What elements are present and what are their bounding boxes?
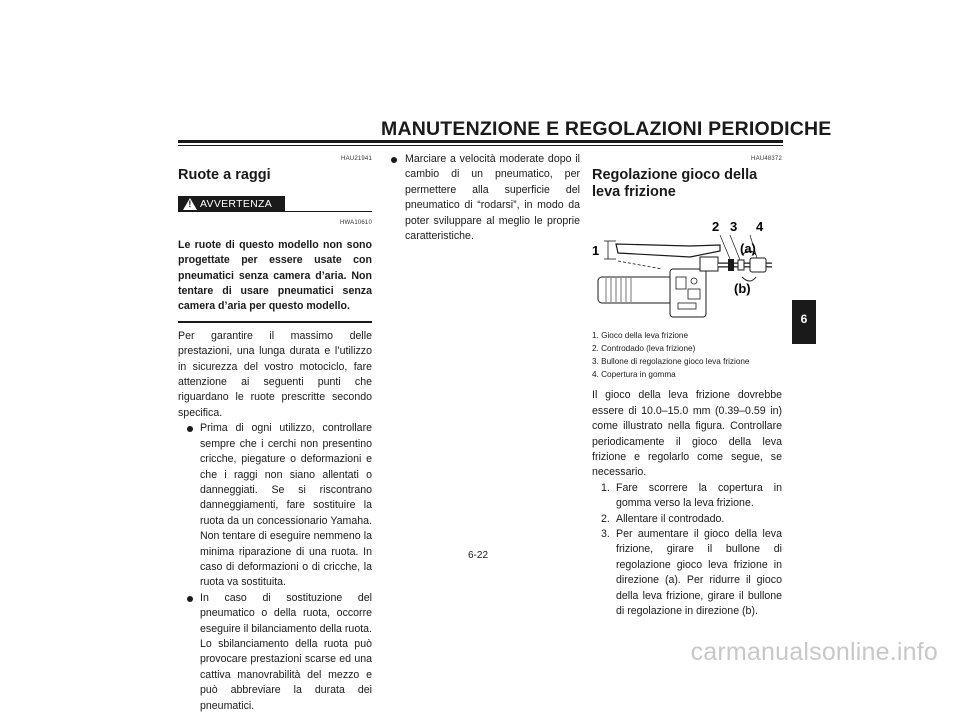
figure-label-1: 1 <box>592 243 600 259</box>
caption-item: 3. Bullone di regolazione gioco leva frizione <box>592 357 750 367</box>
section-heading-spoked-wheels: Ruote a raggi <box>178 167 271 184</box>
page-number: 6-22 <box>468 550 489 561</box>
bullet-item <box>178 591 372 714</box>
intro-paragraph: Per garantire il massimo delle prestazioni, una lunga durata e l’utilizzo in sicurezza del vostro motociclo, fare attenzione ai seguenti punti che riguardano le ruote prescritte secondo specifica. <box>178 329 372 419</box>
bullet-text: In caso di sostituzione del pneumatico o della ruota, occorre eseguire il bilanciamento della ruota. Lo sbilanciamento della ruota può provocare prestazioni scarse ed una cattiva manovrabilità del mezzo e può abbreviare la durata dei pneumatici. <box>200 591 372 712</box>
step-item <box>592 481 782 512</box>
bullet-dot-icon <box>187 426 193 432</box>
step-number: 2. <box>601 512 610 525</box>
figure-captions <box>592 329 782 381</box>
bullet-item <box>178 421 372 590</box>
step-text: Per aumentare il gioco della leva frizione, girare il bullone di regolazione gioco leva frizione in direzione (a). Per ridurre il gioco della leva frizione, girare il bullone di regolazione in direzione (b). <box>616 528 782 618</box>
chapter-side-tab <box>792 300 816 344</box>
step-text: Allentare il controdado. <box>616 512 725 525</box>
step-item <box>592 527 782 619</box>
title-rule-thick <box>178 140 783 143</box>
figure-label-2: 2 <box>712 219 720 235</box>
warning-text: Le ruote di questo modello non sono progettate per essere usate con pneumatici senza camera d’aria. Non tentare di usare pneumatici senza camera d’aria per questo modello. <box>178 238 372 313</box>
warning-exclamation-icon: ! <box>188 199 192 210</box>
section-code: HAU48372 <box>751 156 782 162</box>
clutch-lever-figure <box>592 211 782 321</box>
clutch-body-paragraph: Il gioco della leva frizione dovrebbe essere di 10.0–15.0 mm (0.39–0.59 in) come illustrato nella figura. Controllare periodicamente il gioco della leva frizione e regolarlo come segue, se necessario. <box>592 389 782 479</box>
bullet-item <box>386 152 580 244</box>
warning-banner <box>178 196 372 214</box>
warning-code: HWA10610 <box>339 220 372 227</box>
figure-label-b: (b) <box>734 281 751 297</box>
middle-column <box>386 152 580 244</box>
bullet-text: Prima di ogni utilizzo, controllare sempre che i cerchi non presentino cricche, piegature o deformazioni e che i raggi non siano allentati o danneggiati. Se si riscontrano danneggiamenti, fare sostituire la ruota da un concessionario Yamaha. Non tentare di eseguire nemmeno la minima riparazione di una ruota. In caso di deformazioni o di cricche, la ruota va sostituita. <box>200 422 372 589</box>
warning-label: AVVERTENZA <box>200 198 273 211</box>
bullet-text: Marciare a velocità moderate dopo il cambio di un pneumatico, per permettere alla superficie del pneumatico di “rodarsi”, in modo da poter sviluppare al meglio le proprie caratteristiche. <box>405 153 580 243</box>
title-rule-thin <box>178 145 783 146</box>
figure-label-3: 3 <box>730 219 738 235</box>
step-item <box>592 512 782 527</box>
watermark: carmanualsonline.info <box>690 638 938 666</box>
warning-end-rule <box>178 321 372 323</box>
caption-item: 4. Copertura in gomma <box>592 370 676 380</box>
right-column <box>592 152 782 620</box>
chapter-number: 6 <box>800 312 808 326</box>
bullet-dot-icon <box>391 157 397 163</box>
step-number: 3. <box>601 528 610 541</box>
lever-dashed-position <box>618 261 662 269</box>
caption-item: 2. Controdado (leva frizione) <box>592 344 696 354</box>
step-text: Fare scorrere la copertura in gomma verso la leva frizione. <box>616 481 782 510</box>
bullet-dot-icon <box>187 596 193 602</box>
section-code: HAU21941 <box>341 156 372 162</box>
figure-label-4: 4 <box>756 219 764 235</box>
warning-rule <box>285 211 372 212</box>
left-column <box>178 152 372 714</box>
caption-item: 1. Gioco della leva frizione <box>592 331 689 341</box>
clutch-lever <box>616 244 720 257</box>
page-title: MANUTENZIONE E REGOLAZIONI PERIODICHE <box>381 118 832 140</box>
warning-label-box <box>178 196 285 212</box>
step-number: 1. <box>601 481 610 494</box>
figure-label-a: (a) <box>740 241 756 257</box>
section-heading-clutch-lever: Regolazione gioco della leva frizione <box>592 167 758 201</box>
